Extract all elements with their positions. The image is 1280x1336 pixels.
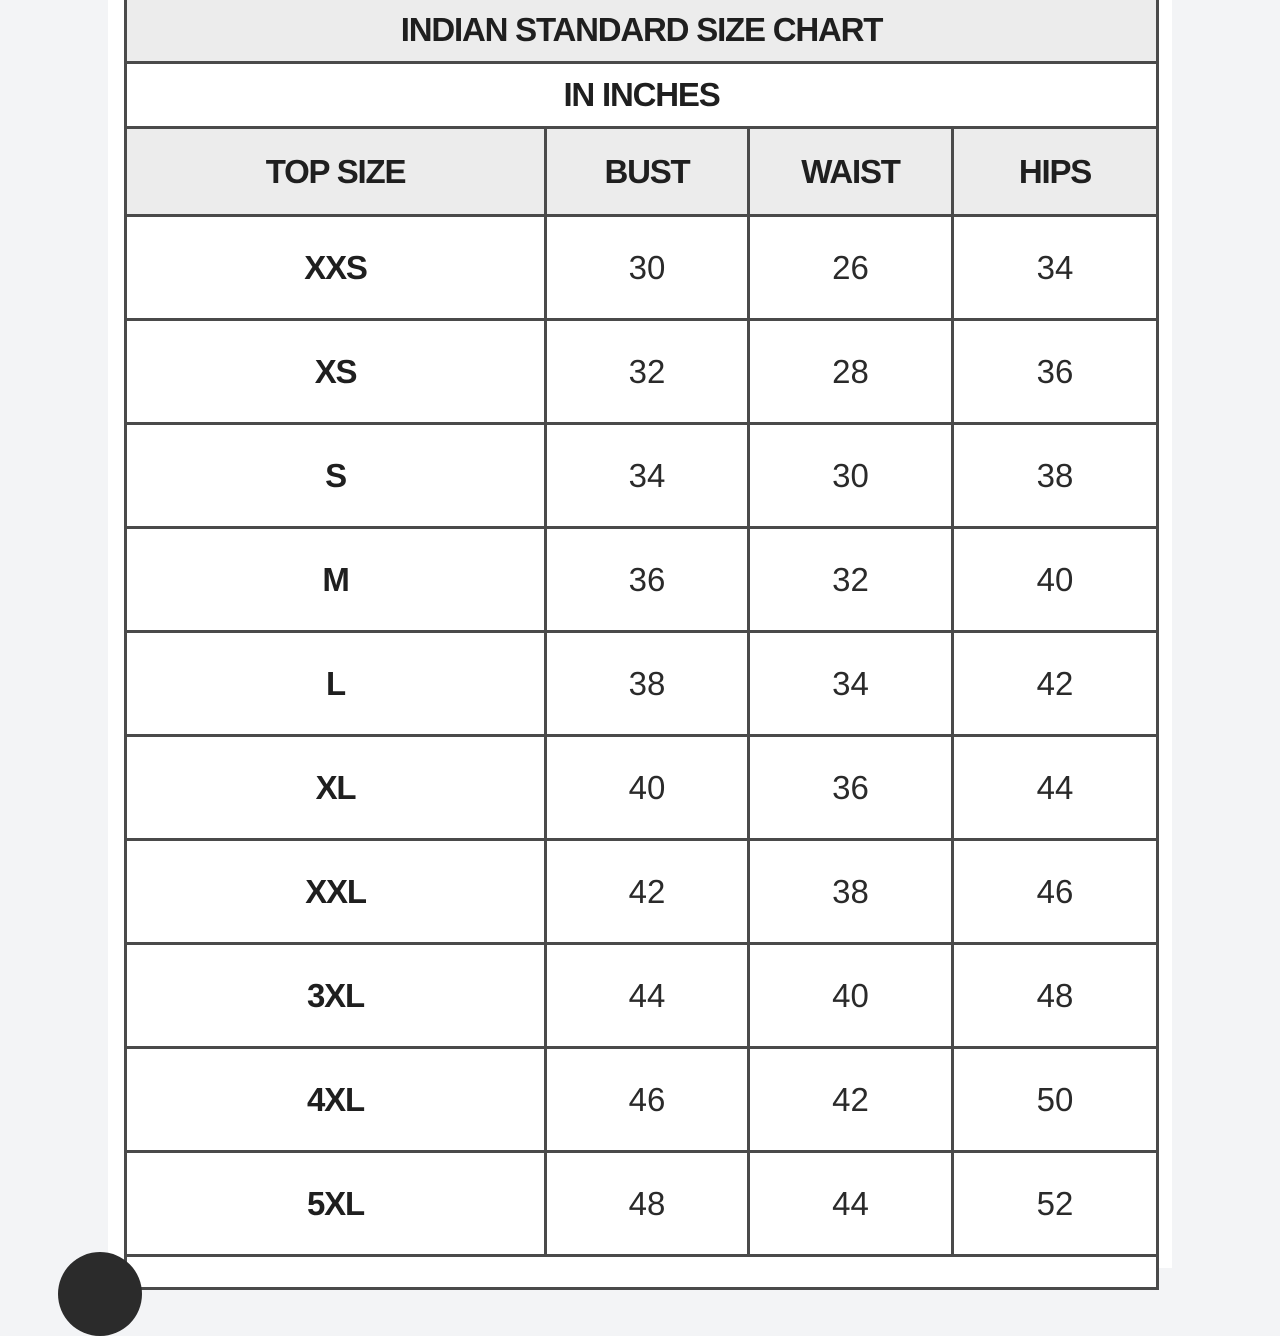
- column-header-bust: BUST: [546, 128, 749, 216]
- size-cell: XL: [126, 736, 546, 840]
- chart-title: INDIAN STANDARD SIZE CHART: [126, 0, 1158, 63]
- column-header-waist: WAIST: [749, 128, 953, 216]
- table-row: [126, 528, 1158, 632]
- table-row: [126, 736, 1158, 840]
- bust-cell: 42: [546, 840, 749, 944]
- waist-cell: 36: [749, 736, 953, 840]
- table-row: [126, 424, 1158, 528]
- hips-cell: 34: [953, 216, 1158, 320]
- cut-off-row: [126, 1256, 1158, 1289]
- waist-cell: 40: [749, 944, 953, 1048]
- size-cell: XXS: [126, 216, 546, 320]
- hips-cell: 52: [953, 1152, 1158, 1256]
- bust-cell: 30: [546, 216, 749, 320]
- size-cell: XXL: [126, 840, 546, 944]
- overlay-button-edge[interactable]: [58, 1252, 142, 1336]
- size-cell: L: [126, 632, 546, 736]
- waist-cell: 38: [749, 840, 953, 944]
- size-cell: M: [126, 528, 546, 632]
- hips-cell: 38: [953, 424, 1158, 528]
- cut-off-cell: [126, 1256, 1158, 1289]
- hips-cell: 44: [953, 736, 1158, 840]
- bust-cell: 38: [546, 632, 749, 736]
- unit-label: IN INCHES: [126, 63, 1158, 128]
- column-header-row: [126, 128, 1158, 216]
- table-row: [126, 944, 1158, 1048]
- bust-cell: 32: [546, 320, 749, 424]
- size-cell: 5XL: [126, 1152, 546, 1256]
- title-row: [126, 0, 1158, 63]
- waist-cell: 30: [749, 424, 953, 528]
- hips-cell: 50: [953, 1048, 1158, 1152]
- waist-cell: 44: [749, 1152, 953, 1256]
- table-row: [126, 320, 1158, 424]
- bust-cell: 34: [546, 424, 749, 528]
- size-chart-table: [124, 0, 1159, 1290]
- bust-cell: 46: [546, 1048, 749, 1152]
- waist-cell: 34: [749, 632, 953, 736]
- bust-cell: 40: [546, 736, 749, 840]
- size-cell: XS: [126, 320, 546, 424]
- table-row: [126, 632, 1158, 736]
- size-cell: 4XL: [126, 1048, 546, 1152]
- waist-cell: 32: [749, 528, 953, 632]
- table-row: [126, 1152, 1158, 1256]
- hips-cell: 46: [953, 840, 1158, 944]
- table-row: [126, 1048, 1158, 1152]
- bust-cell: 44: [546, 944, 749, 1048]
- table-row: [126, 216, 1158, 320]
- table-row: [126, 840, 1158, 944]
- waist-cell: 28: [749, 320, 953, 424]
- hips-cell: 40: [953, 528, 1158, 632]
- hips-cell: 42: [953, 632, 1158, 736]
- column-header-top-size: TOP SIZE: [126, 128, 546, 216]
- column-header-hips: HIPS: [953, 128, 1158, 216]
- bust-cell: 36: [546, 528, 749, 632]
- unit-row: [126, 63, 1158, 128]
- waist-cell: 42: [749, 1048, 953, 1152]
- hips-cell: 48: [953, 944, 1158, 1048]
- size-cell: 3XL: [126, 944, 546, 1048]
- size-cell: S: [126, 424, 546, 528]
- bust-cell: 48: [546, 1152, 749, 1256]
- hips-cell: 36: [953, 320, 1158, 424]
- waist-cell: 26: [749, 216, 953, 320]
